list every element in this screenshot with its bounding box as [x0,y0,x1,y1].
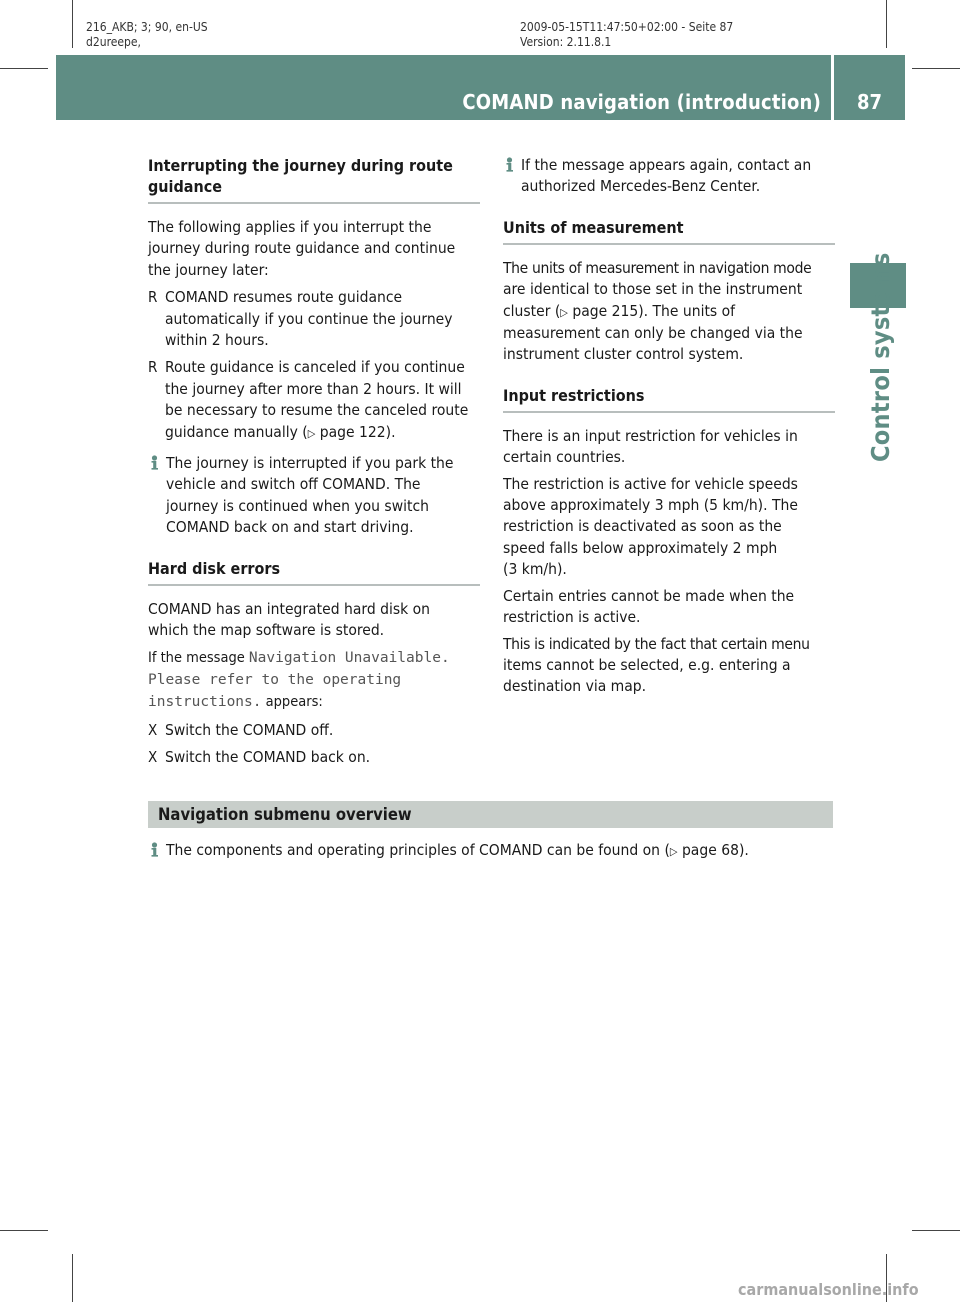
heading-line: guidance [148,177,223,196]
triangle-ref-icon: ▷ [307,426,316,440]
text-line: COMAND has an integrated hard disk on [148,599,430,618]
info-note [503,155,835,198]
crop-mark [912,1230,960,1231]
triangle-ref-icon: ▷ [669,845,678,858]
crop-mark [886,0,887,48]
text-line: above approximately 3 mph (5 km/h). The [503,496,798,515]
text-line [166,840,856,862]
hard-disk-message [148,647,480,714]
left-column [148,155,480,769]
info-note [148,453,480,539]
step-item [148,720,480,741]
text-line: certain countries. [503,448,626,467]
text-line: restriction is active. [503,608,641,627]
message-text: Navigation Unavailable. [248,649,450,666]
text-line [148,691,480,713]
section-heading-input: Input restrictions [503,385,645,405]
crop-mark [72,1254,73,1302]
bullet-item [148,357,480,444]
text-line: There is an input restriction for vehicles in [503,426,798,445]
text-line: authorized Mercedes-Benz Center. [521,177,761,196]
text-line: The following applies if you interrupt the [148,218,432,236]
text-line [148,669,480,691]
text-line: This is indicated by the fact that certain menu [503,634,810,653]
section-banner [148,801,833,828]
section-rule [148,202,480,204]
crop-mark [0,1230,48,1231]
right-column [503,155,835,698]
page-title: COMAND navigation (introduction) [462,90,821,114]
bullet-item [148,287,480,351]
text-line: The units of measurement in navigation mode [503,258,812,277]
text-line: measurement can only be changed via the [503,324,803,343]
side-tab-label: Control systems [866,252,895,462]
text-span: guidance manually ( [165,422,308,441]
text-line: the journey later: [148,260,269,279]
interrupting-intro [148,217,480,281]
step-item [148,747,480,768]
section-heading-nav: Navigation submenu overview [158,805,412,824]
text-span: The components and operating principles of COMAND can be found on ( [166,841,670,859]
input-p1 [503,426,835,469]
text-line: If the message appears again, contact an [521,156,812,174]
section-rule [503,243,835,245]
page-number: 87 [856,90,883,114]
bullet-mark: R [148,288,158,307]
text-span: If the message [148,649,249,666]
text-line: items cannot be selected, e.g. entering a [503,655,791,674]
text-line: COMAND resumes route guidance [165,288,403,307]
text-line: journey is continued when you switch [166,496,429,515]
text-line: restriction is deactivated as soon as the [503,517,782,536]
text-line: vehicle and switch off COMAND. The [166,475,421,494]
meta-right-line1: 2009-05-15T11:47:50+02:00 - Seite 87 [520,20,734,34]
info-circle-icon [148,455,161,474]
hard-disk-intro [148,599,480,642]
crop-mark [72,0,73,48]
text-line: Switch the COMAND off. [165,720,334,739]
text-line: which the map software is stored. [148,621,385,640]
text-line: automatically if you continue the journey [165,309,453,328]
step-arrow-icon: X [148,720,158,739]
input-p2 [503,474,835,581]
print-meta-right [520,20,733,50]
text-line [165,422,480,444]
text-line [148,647,480,669]
text-line: are identical to those set in the instrument [503,280,803,299]
text-line: The restriction is active for vehicle speeds [503,474,798,493]
text-line: Route guidance is canceled if you continue [165,358,465,377]
crop-mark [0,68,48,69]
info-circle-icon [148,842,161,861]
text-line: instrument cluster control system. [503,345,744,364]
text-span: appears: [261,694,323,711]
page-ref: page 215). The units of [572,301,736,320]
text-line: journey during route guidance and continue [148,239,456,258]
input-p3 [503,586,835,629]
text-line: be necessary to resume the canceled route [165,401,469,420]
info-note [148,840,856,862]
section-heading-interrupting [148,155,480,197]
section-heading-hard-disk: Hard disk errors [148,558,281,578]
text-line: the journey after more than 2 hours. It will [165,379,462,398]
text-line: (3 km/h). [503,560,567,579]
text-line: destination via map. [503,677,647,696]
text-span: cluster ( [503,301,561,320]
text-line: The journey is interrupted if you park the [166,454,454,473]
message-text: instructions. [148,694,262,711]
input-p4 [503,634,835,698]
page-ref: page 122). [319,422,396,441]
bullet-mark: R [148,358,158,377]
meta-left-line2: d2ureepe, [86,35,141,49]
text-line: Switch the COMAND back on. [165,748,371,767]
text-line: speed falls below approximately 2 mph [503,538,778,557]
units-text [503,258,835,366]
text-line: within 2 hours. [165,331,269,350]
step-arrow-icon: X [148,748,158,767]
watermark: carmanualsonline.info [738,1280,919,1299]
text-line: Certain entries cannot be made when the [503,586,795,605]
page-ref: page 68). [681,841,749,859]
text-line [503,301,835,323]
section-rule [503,411,835,413]
heading-line: Interrupting the journey during route [148,156,453,175]
meta-left-line1: 216_AKB; 3; 90, en-US [86,20,208,34]
message-text: Please refer to the operating [148,671,402,688]
crop-mark [912,68,960,69]
print-meta-left [86,20,208,50]
info-circle-icon [503,157,516,176]
meta-right-line2: Version: 2.11.8.1 [520,35,612,49]
section-heading-units: Units of measurement [503,217,684,237]
section-rule [148,584,480,586]
text-line: COMAND back on and start driving. [166,518,414,537]
triangle-ref-icon: ▷ [560,305,568,319]
